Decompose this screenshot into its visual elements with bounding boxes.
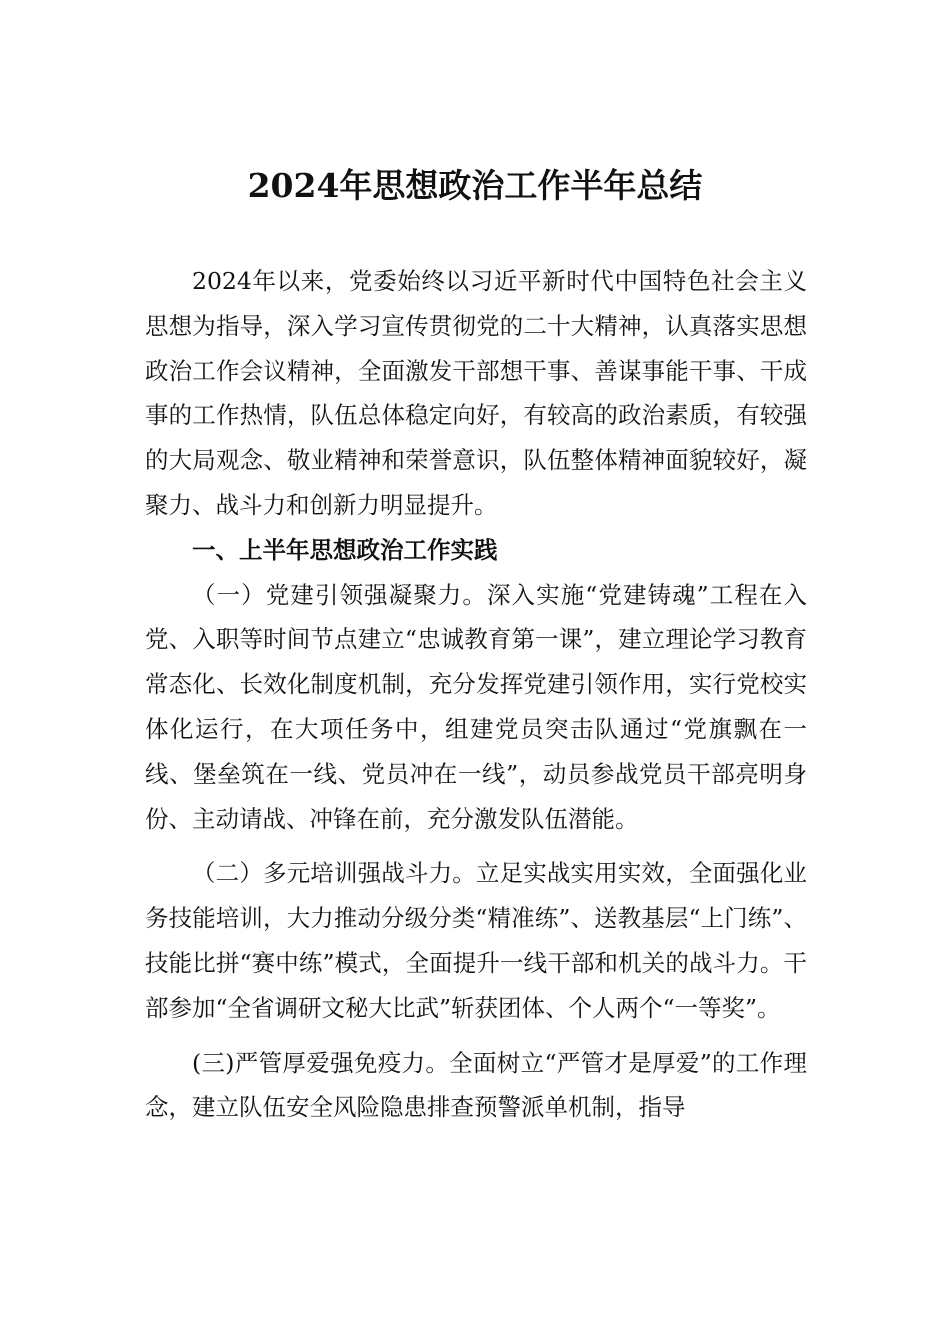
item-2-lead: （二）多元培训强战斗力。 <box>192 859 476 888</box>
item-1-lead: （一）党建引领强凝聚力。 <box>192 580 487 609</box>
item-3-text: 全面树立“严管才是厚爱”的工作理念，建立队伍安全风险隐患排查预警派单机制，指导 <box>145 1048 807 1122</box>
document-body <box>145 259 807 1130</box>
section-heading <box>145 528 807 573</box>
paragraph-item-1 <box>145 573 807 842</box>
intro-text: 2024年以来，党委始终以习近平新时代中国特色社会主义思想为指导，深入学习宣传贯彻党的二十大精神，认真落实思想政治工作会议精神，全面激发干部想干事、善谋事能干事、干成事的工作热情，队伍总体稳定向好，有较高的政治素质，有较强的大局观念、敬业精神和荣誉意识，队伍整体精神面貌较好，凝聚力、战斗力和创新力明显提升。 <box>145 267 807 519</box>
item-2-text: 立足实战实用实效，全面强化业务技能培训，大力推动分级分类“精准练”、送教基层“上门练”、技能比拼“赛中练”模式，全面提升一线干部和机关的战斗力。干部参加“全省调研文秘大比武”斩获团体、个人两个“一等奖”。 <box>145 859 808 1022</box>
item-1-text: 深入实施“党建铸魂”工程在入党、入职等时间节点建立“忠诚教育第一课”，建立理论学习教育常态化、长效化制度机制，充分发挥党建引领作用，实行党校实体化运行，在大项任务中，组建党员突击队通过“党旗飘在一线、堡垒筑在一线、党员冲在一线”，动员参战党员干部亮明身份、主动请战、冲锋在前，充分激发队伍潜能。 <box>145 580 808 833</box>
paragraph-item-3 <box>145 1041 807 1131</box>
paragraph-item-2 <box>145 851 807 1030</box>
document-title: 2024年思想政治工作半年总结 <box>247 166 703 205</box>
item-3-lead: (三)严管厚爱强免疫力。 <box>192 1048 450 1077</box>
section-heading-text: 一、上半年思想政治工作实践 <box>192 535 498 564</box>
intro-paragraph <box>145 259 807 528</box>
